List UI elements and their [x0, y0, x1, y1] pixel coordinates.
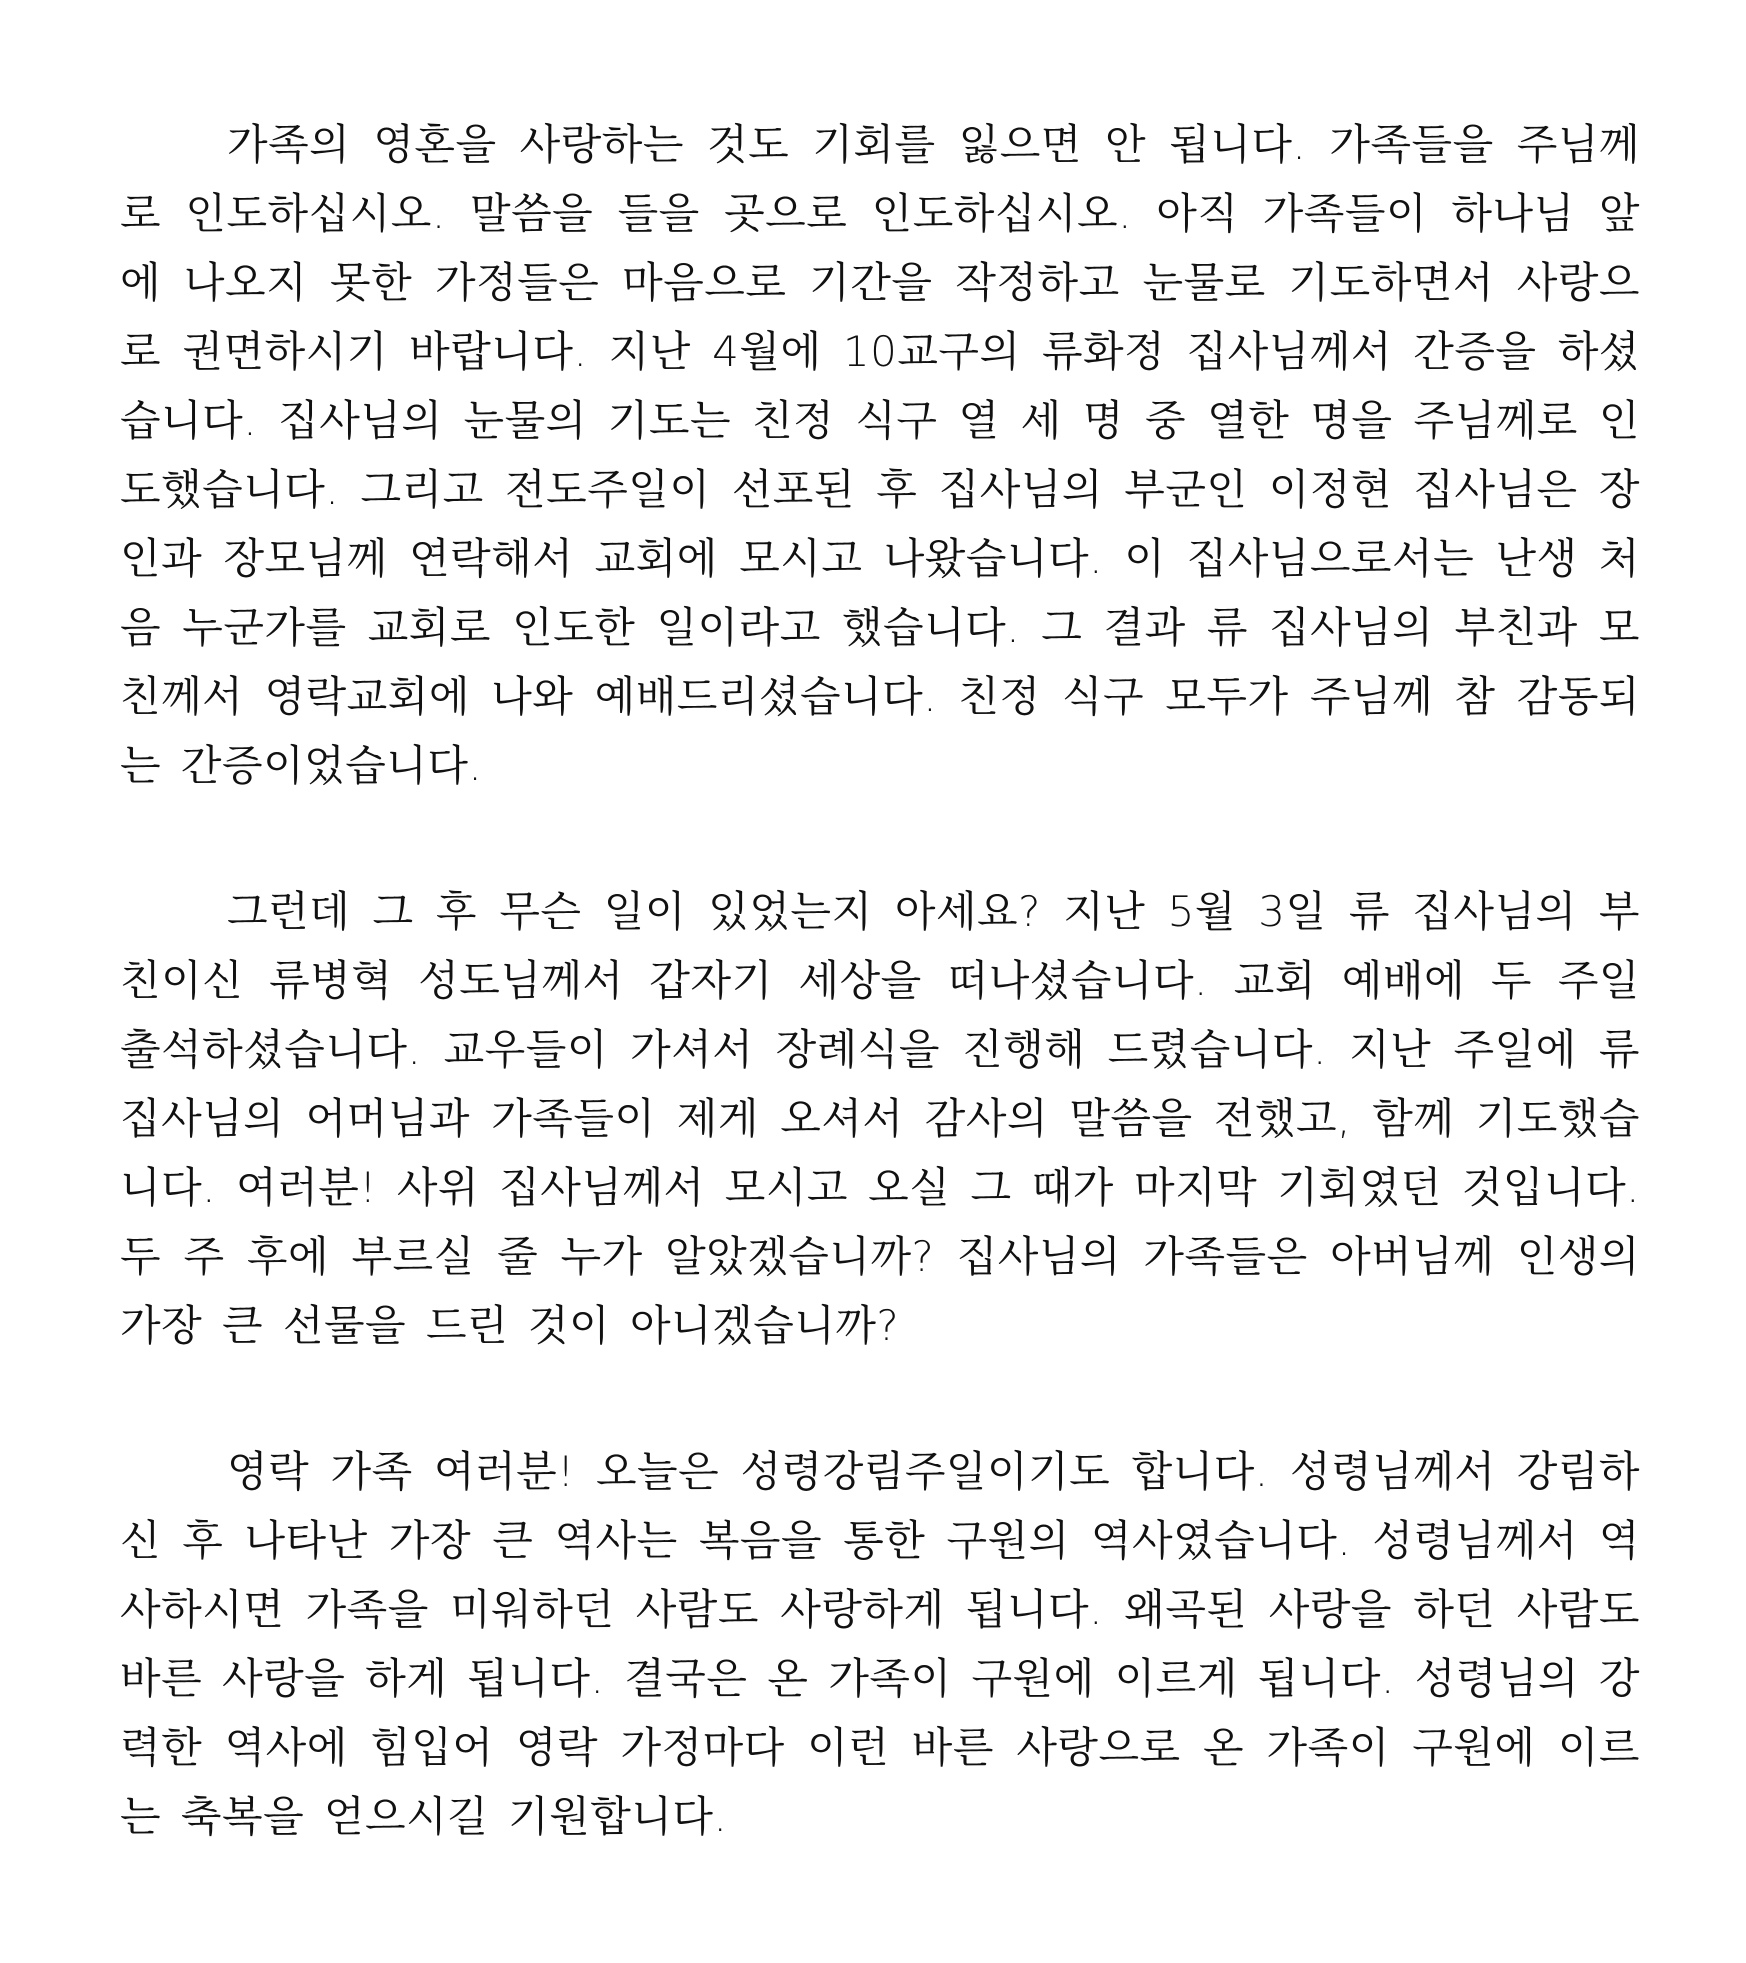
paragraph-testimony-aftermath: 그런데 그 후 무슨 일이 있었는지 아세요? 지난 5월 3일 류 집사님의 부친이신 류병혁 성도님께서 갑자기 세상을 떠나셨습니다. 교회 예배에 두 주일 출석하셨습니다. 교우들이 가셔서 장례식을 진행해 드렸습니다. 지난 주일에 류 집사님의 어머님과 가족들이 제게 오셔서 감사의 말씀을 전했고, 함께 기도했습니다. 여러분! 사위 집사님께서 모시고 오실 그 때가 마지막 기회였던 것입니다. 두 주 후에 부르실 줄 누가 알았겠습니까? 집사님의 가족들은 아버님께 인생의 가장 큰 선물을 드린 것이 아니겠습니까?	[120, 887, 1640, 1350]
document-page	[120, 110, 1640, 1851]
paragraph-pentecost-blessing: 영락 가족 여러분! 오늘은 성령강림주일이기도 합니다. 성령님께서 강림하신 후 나타난 가장 큰 역사는 복음을 통한 구원의 역사였습니다. 성령님께서 역사하시면 가족을 미워하던 사람도 사랑하게 됩니다. 왜곡된 사랑을 하던 사람도 바른 사랑을 하게 됩니다. 결국은 온 가족이 구원에 이르게 됩니다. 성령님의 강력한 역사에 힘입어 영락 가정마다 이런 바른 사랑으로 온 가족이 구원에 이르는 축복을 얻으시길 기원합니다.	[120, 1447, 1640, 1841]
paragraph-family-souls: 가족의 영혼을 사랑하는 것도 기회를 잃으면 안 됩니다. 가족들을 주님께로 인도하십시오. 말씀을 들을 곳으로 인도하십시오. 아직 가족들이 하나님 앞에 나오지 못한 가정들은 마음으로 기간을 작정하고 눈물로 기도하면서 사랑으로 권면하시기 바랍니다. 지난 4월에 10교구의 류화정 집사님께서 간증을 하셨습니다. 집사님의 눈물의 기도는 친정 식구 열 세 명 중 열한 명을 주님께로 인도했습니다. 그리고 전도주일이 선포된 후 집사님의 부군인 이정현 집사님은 장인과 장모님께 연락해서 교회에 모시고 나왔습니다. 이 집사님으로서는 난생 처음 누군가를 교회로 인도한 일이라고 했습니다. 그 결과 류 집사님의 부친과 모친께서 영락교회에 나와 예배드리셨습니다. 친정 식구 모두가 주님께 참 감동되는 간증이었습니다.	[120, 120, 1640, 790]
